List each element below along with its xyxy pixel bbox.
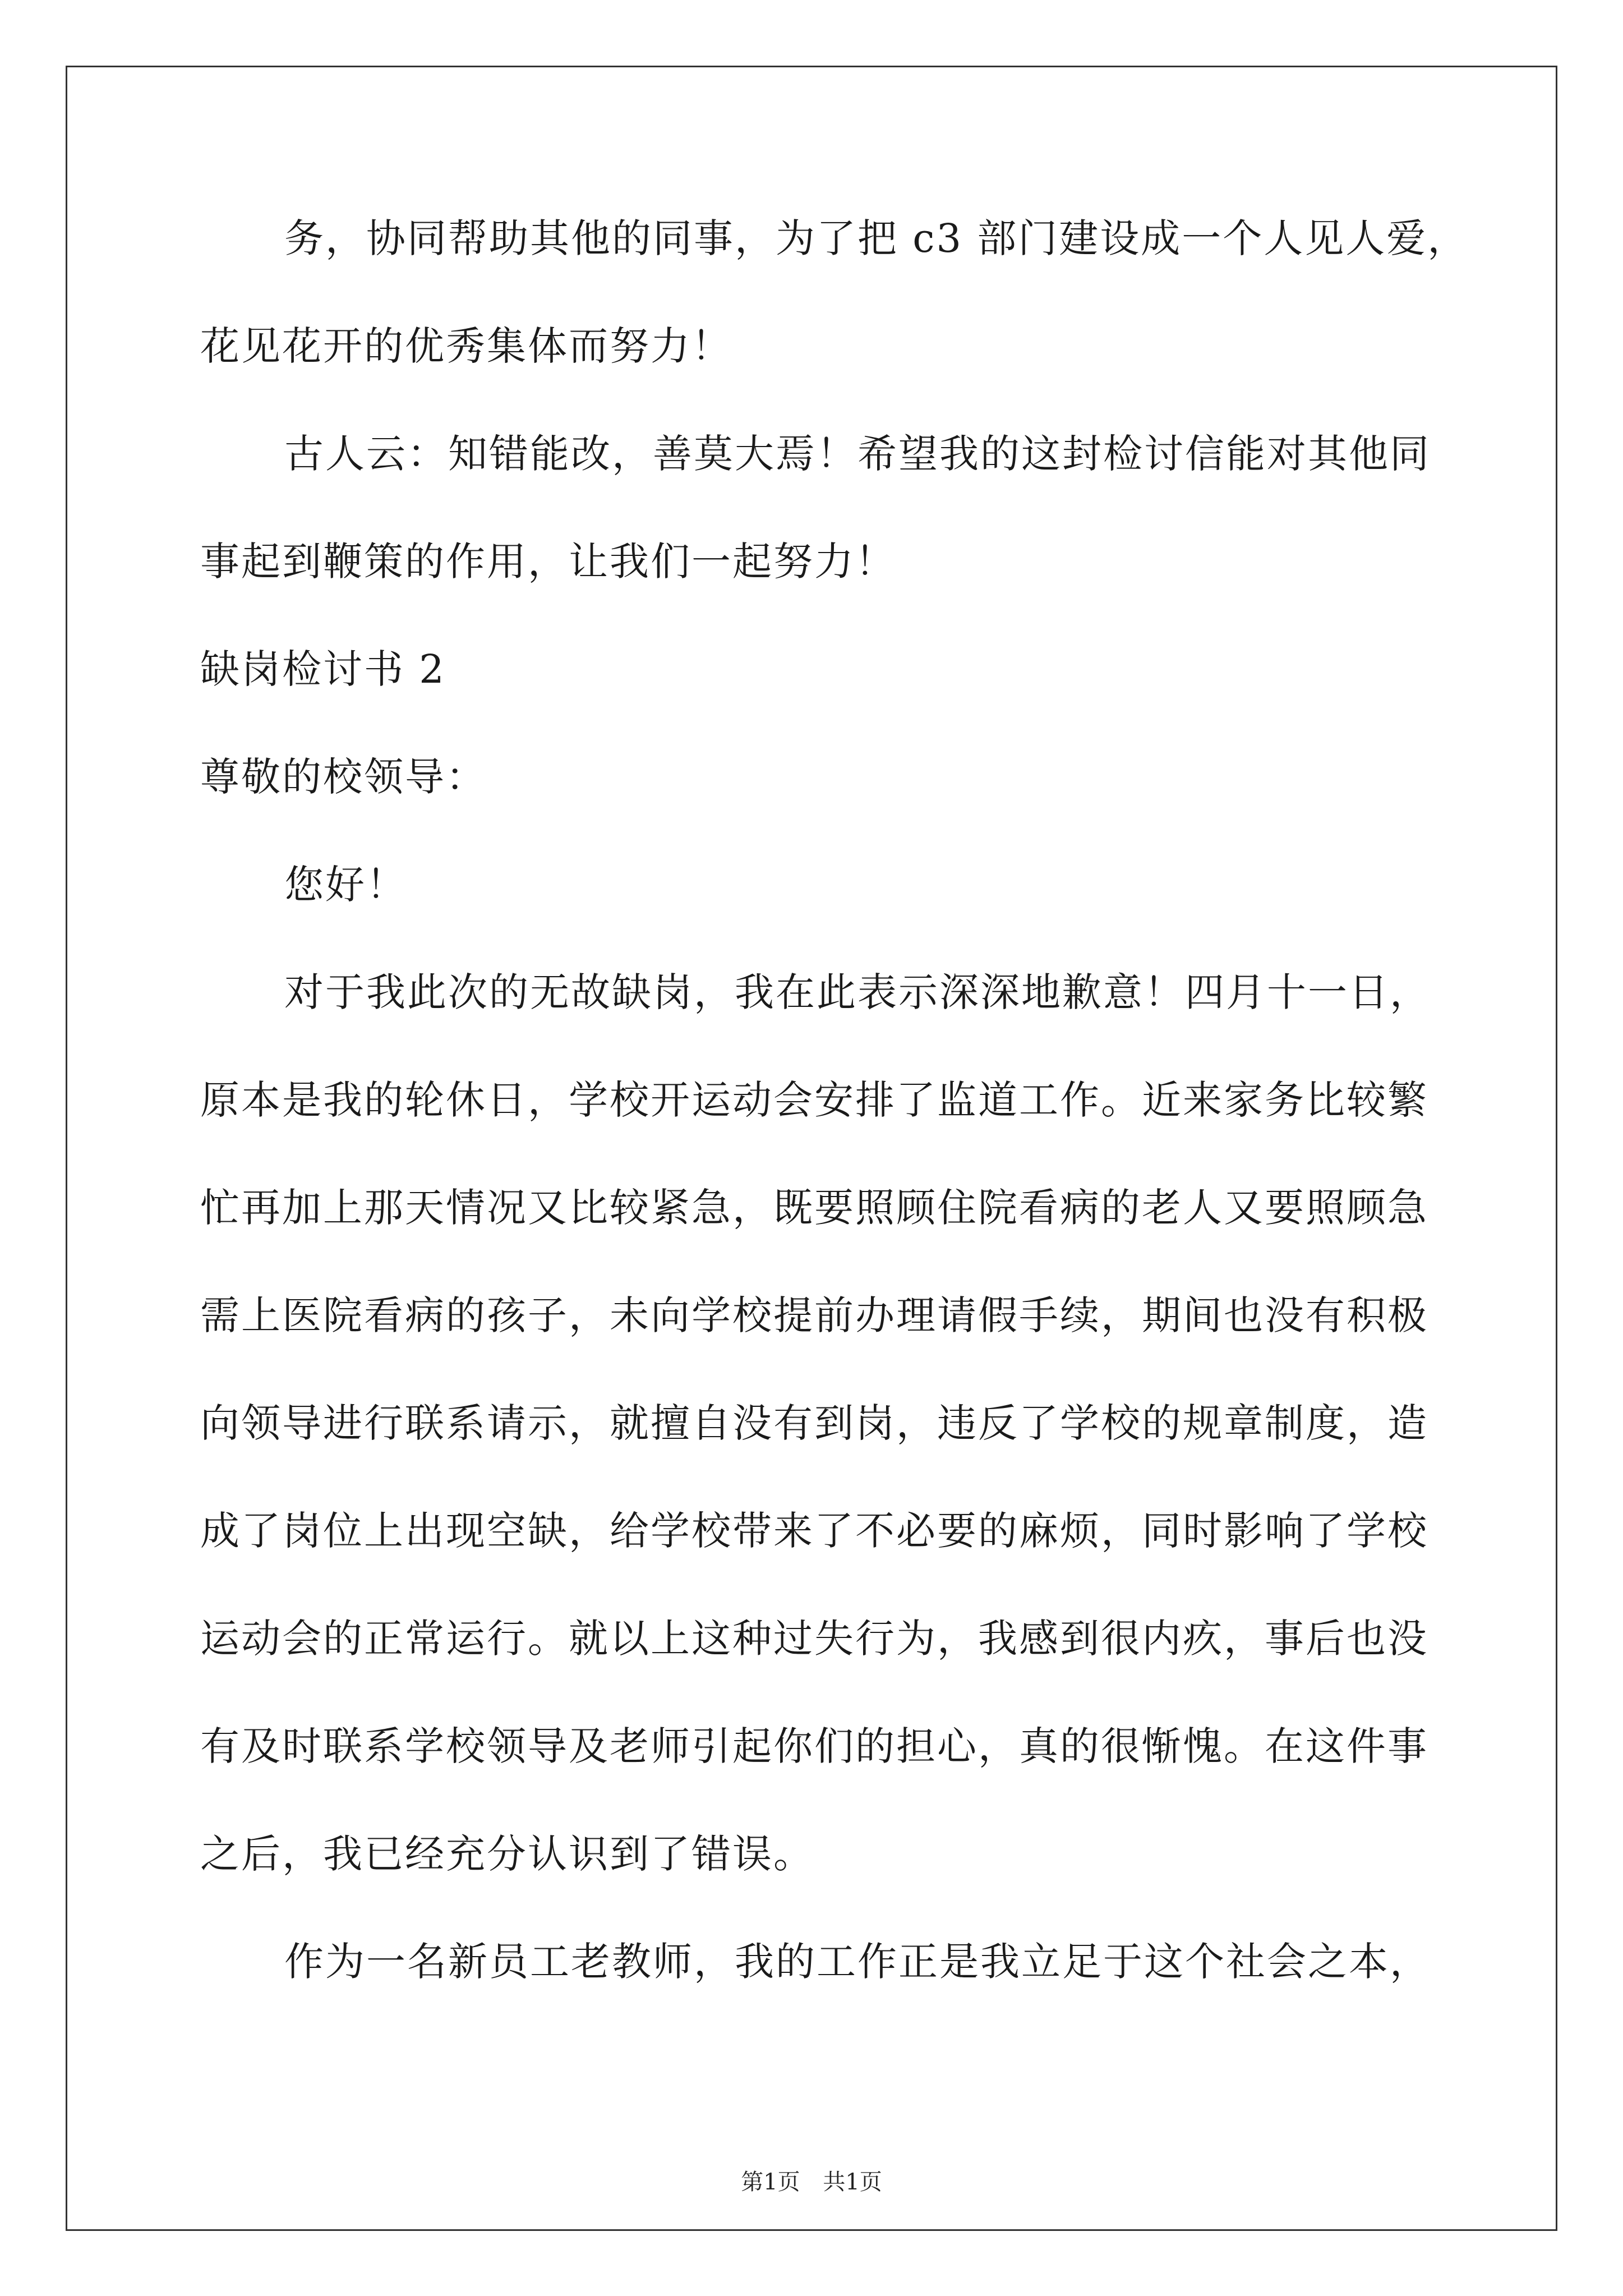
paragraph-line: 成了岗位上出现空缺，给学校带来了不必要的麻烦，同时影响了学校 bbox=[200, 1508, 1428, 1554]
greeting: 您好！ bbox=[284, 862, 407, 908]
paragraph-line: 作为一名新员工老教师，我的工作正是我立足于这个社会之本， bbox=[284, 1939, 1431, 1985]
paragraph-line: 运动会的正常运行。就以上这种过失行为，我感到很内疚，事后也没 bbox=[200, 1616, 1428, 1662]
paragraph-line: 对于我此次的无故缺岗，我在此表示深深地歉意！四月十一日， bbox=[284, 969, 1431, 1015]
page-total: 共1页 bbox=[823, 2169, 882, 2195]
paragraph-line: 务，协同帮助其他的同事，为了把 c3 部门建设成一个人见人爱， bbox=[284, 215, 1469, 261]
salutation: 尊敬的校领导： bbox=[200, 754, 487, 800]
paragraph-line: 花见花开的优秀集体而努力！ bbox=[200, 323, 732, 369]
paragraph-line: 古人云：知错能改，善莫大焉！希望我的这封检讨信能对其他同 bbox=[284, 431, 1431, 477]
paragraph-line: 原本是我的轮休日，学校开运动会安排了监道工作。近来家务比较繁 bbox=[200, 1077, 1428, 1123]
paragraph-line: 向领导进行联系请示，就擅自没有到岗，违反了学校的规章制度，造 bbox=[200, 1400, 1428, 1446]
section-title: 缺岗检讨书 2 bbox=[200, 646, 446, 692]
paragraph-line: 有及时联系学校领导及老师引起你们的担心，真的很惭愧。在这件事 bbox=[200, 1723, 1428, 1769]
page-footer bbox=[0, 2168, 1623, 2196]
paragraph-line: 之后，我已经充分认识到了错误。 bbox=[200, 1831, 814, 1877]
paragraph-line: 忙再加上那天情况又比较紧急，既要照顾住院看病的老人又要照顾急 bbox=[200, 1185, 1428, 1231]
page-border bbox=[66, 66, 1557, 2231]
paragraph-line: 需上医院看病的孩子，未向学校提前办理请假手续，期间也没有积极 bbox=[200, 1292, 1428, 1338]
page-number: 第1页 bbox=[741, 2169, 800, 2195]
paragraph-line: 事起到鞭策的作用，让我们一起努力！ bbox=[200, 539, 896, 585]
